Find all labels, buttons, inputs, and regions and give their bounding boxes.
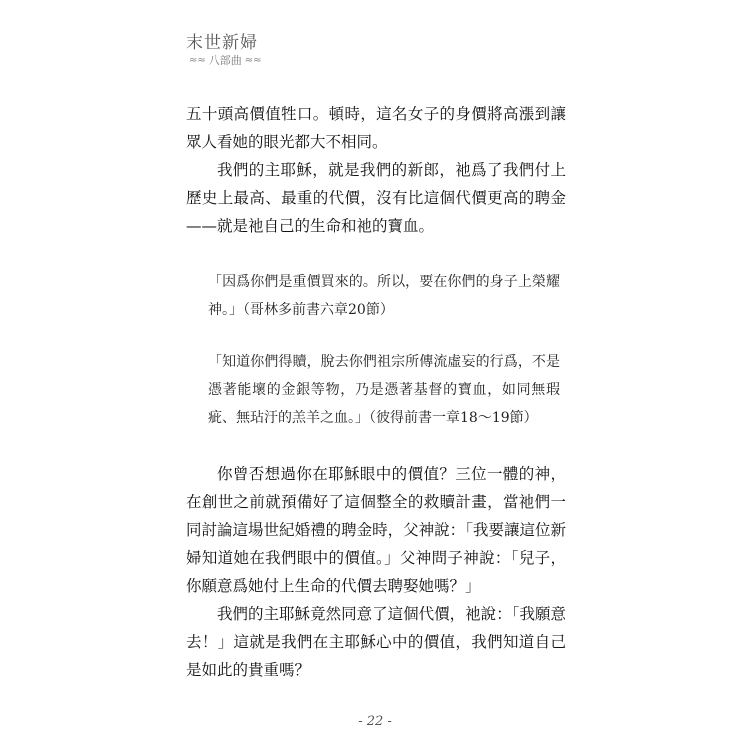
- paragraph-2: 我們的主耶穌，就是我們的新郎，祂爲了我們付上歷史上最高、最重的代價，沒有比這個代價更高的聘金——就是祂自己的生命和祂的寶血。: [186, 161, 566, 235]
- paragraph-3: 你曾否想過你在耶穌眼中的價值？三位一體的神，在創世之前就預備好了這個整全的救贖計畫，當祂們一同討論這場世紀婚禮的聘金時，父神說：「我要讓這位新婦知道她在我們眼中的價值。」父神問子神說：「兒子，你願意爲她付上生命的代價去聘娶她嗎？」: [186, 465, 566, 595]
- page-number: - 22 -: [358, 714, 392, 729]
- book-subtitle: 八部曲: [208, 54, 242, 67]
- paragraph-4: 我們的主耶穌竟然同意了這個代價，祂說：「我願意去！」這就是我們在主耶穌心中的價值，我們知道自己是如此的貴重嗎？: [186, 605, 566, 679]
- page-body: [186, 100, 566, 684]
- ornament-left-icon: ≈≈: [189, 55, 206, 66]
- scripture-quote-1: 「因爲你們是重價買來的。所以，要在你們的身子上榮耀神。」（哥林多前書六章20節）: [208, 274, 560, 318]
- paragraph-1: 五十頭高價值牲口。頓時，這名女子的身價將高漲到讓眾人看她的眼光都大不相同。: [186, 105, 566, 151]
- subtitle-row: [186, 55, 276, 67]
- ornament-right-icon: ≈≈: [244, 55, 262, 66]
- scripture-quote-2: 「知道你們得贖，脫去你們祖宗所傳流虛妄的行爲，不是憑著能壞的金銀等物，乃是憑著基督的寶血，如同無瑕疵、無玷汙的羔羊之血。」（彼得前書一章18～19節）: [208, 354, 560, 426]
- spacer: [186, 240, 566, 268]
- running-header: [186, 33, 276, 67]
- spacer: [186, 324, 566, 348]
- book-title: 末世新婦: [186, 33, 258, 53]
- spacer: [186, 432, 566, 460]
